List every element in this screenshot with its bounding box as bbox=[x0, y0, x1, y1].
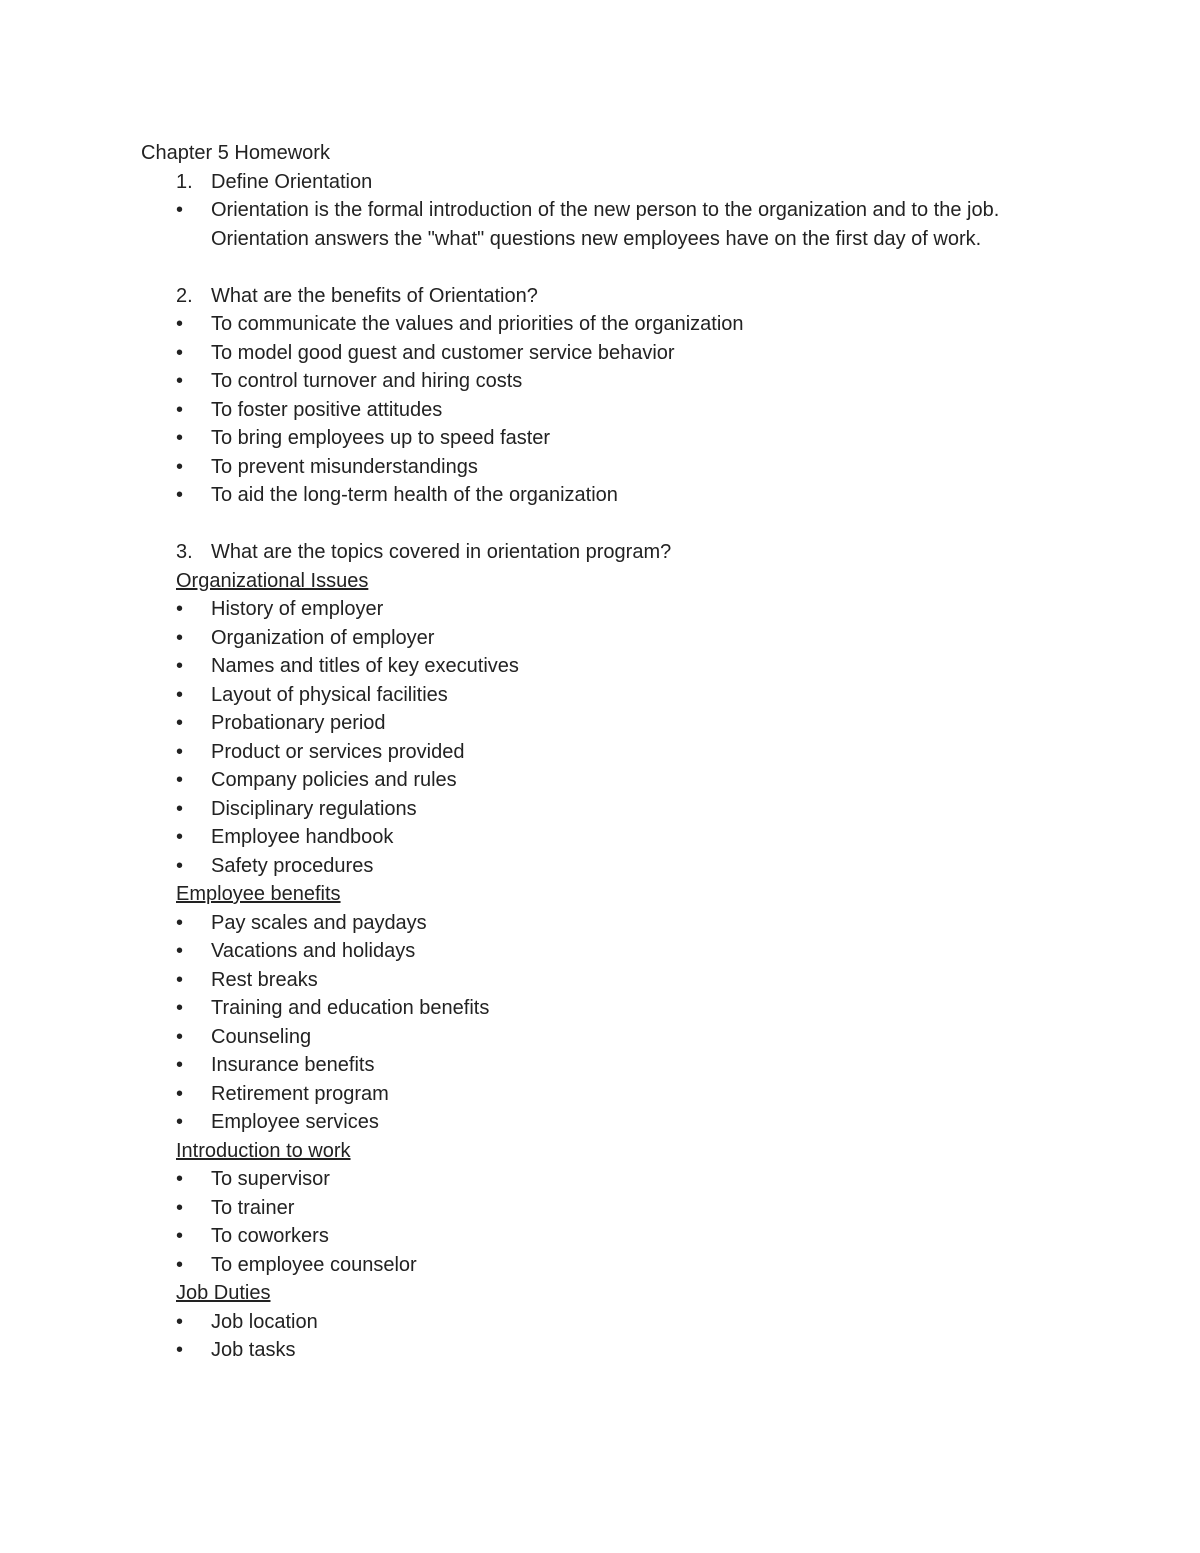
list-item-text: Job location bbox=[211, 1310, 318, 1333]
bullet-icon: • bbox=[176, 626, 184, 649]
bullet-icon: • bbox=[176, 797, 184, 820]
list-item-text: Names and titles of key executives bbox=[211, 655, 519, 677]
bullet-icon: • bbox=[176, 712, 184, 734]
section-heading: Organizational Issues bbox=[176, 569, 369, 592]
bullet-icon: • bbox=[176, 1111, 184, 1133]
paragraph-spacer bbox=[141, 510, 1041, 539]
list-item bbox=[141, 396, 1041, 425]
list-item bbox=[141, 1165, 1041, 1194]
list-item bbox=[141, 909, 1041, 938]
list-item bbox=[141, 681, 1041, 710]
list-item-text: To coworkers bbox=[211, 1225, 329, 1247]
question-number: 2. bbox=[176, 284, 193, 307]
list-item bbox=[141, 1108, 1041, 1137]
list-item-text: Orientation is the formal introduction of the new person to the organization and to the job. Orientation answers the "what" questions new employees have on the first day of work. bbox=[211, 199, 1000, 250]
list-item-text: Training and education benefits bbox=[211, 997, 490, 1019]
bullet-icon: • bbox=[176, 740, 184, 763]
list-item-text: Job tasks bbox=[211, 1339, 296, 1361]
bullet-icon: • bbox=[176, 940, 184, 962]
list-item bbox=[141, 994, 1041, 1023]
bullet-icon: • bbox=[176, 683, 184, 706]
list-item-text: To employee counselor bbox=[211, 1253, 417, 1276]
bullet-icon: • bbox=[176, 1025, 184, 1048]
paragraph-spacer bbox=[141, 253, 1041, 282]
bullet-icon: • bbox=[176, 655, 184, 677]
list-item bbox=[141, 937, 1041, 966]
list-item bbox=[141, 624, 1041, 653]
bullet-icon: • bbox=[176, 826, 184, 848]
bullet-icon: • bbox=[176, 1339, 184, 1361]
list-item bbox=[141, 823, 1041, 852]
list-item bbox=[141, 1336, 1041, 1365]
question-text: Define Orientation bbox=[211, 170, 373, 193]
bullet-icon: • bbox=[176, 1054, 184, 1076]
list-item bbox=[141, 1222, 1041, 1251]
list-item-text: Company policies and rules bbox=[211, 769, 457, 791]
bullet-icon: • bbox=[176, 911, 184, 934]
bullet-icon: • bbox=[176, 370, 184, 392]
list-item-text: To aid the long-term health of the organization bbox=[211, 484, 618, 506]
list-item bbox=[141, 1023, 1041, 1052]
list-item-text: To control turnover and hiring costs bbox=[211, 370, 523, 392]
list-item bbox=[141, 1251, 1041, 1280]
list-item bbox=[141, 852, 1041, 881]
bullet-icon: • bbox=[176, 341, 184, 364]
bullet-icon: • bbox=[176, 854, 184, 877]
bullet-icon: • bbox=[176, 1168, 184, 1190]
bullet-icon: • bbox=[176, 1253, 184, 1276]
bullet-icon: • bbox=[176, 313, 184, 335]
question-text: What are the topics covered in orientation program? bbox=[211, 541, 672, 563]
list-item-text: To trainer bbox=[211, 1196, 295, 1219]
list-item-text: Insurance benefits bbox=[211, 1054, 375, 1076]
bullet-icon: • bbox=[176, 968, 184, 991]
list-item-text: To model good guest and customer service behavior bbox=[211, 341, 675, 364]
list-item bbox=[141, 795, 1041, 824]
question-text: What are the benefits of Orientation? bbox=[211, 284, 538, 307]
section-heading: Introduction to work bbox=[176, 1139, 351, 1162]
question-number: 1. bbox=[176, 170, 193, 193]
list-item-text: Rest breaks bbox=[211, 968, 318, 991]
list-item-text: Retirement program bbox=[211, 1082, 389, 1105]
list-item bbox=[141, 1308, 1041, 1337]
question-3 bbox=[141, 538, 1041, 567]
list-item bbox=[141, 766, 1041, 795]
list-item-text: Employee services bbox=[211, 1111, 379, 1133]
bullet-icon: • bbox=[176, 199, 184, 221]
list-item-text: To foster positive attitudes bbox=[211, 398, 443, 421]
list-item-text: Pay scales and paydays bbox=[211, 911, 427, 934]
question-2 bbox=[141, 282, 1041, 311]
list-item-text: Organization of employer bbox=[211, 626, 435, 649]
bullet-icon: • bbox=[176, 1196, 184, 1219]
bullet-icon: • bbox=[176, 1310, 184, 1333]
list-item bbox=[141, 1051, 1041, 1080]
list-item bbox=[141, 738, 1041, 767]
list-item-text: Employee handbook bbox=[211, 826, 394, 848]
question-number: 3. bbox=[176, 541, 193, 563]
list-item bbox=[141, 196, 1041, 253]
list-item bbox=[141, 310, 1041, 339]
list-item bbox=[141, 453, 1041, 482]
list-item-text: To supervisor bbox=[211, 1168, 330, 1190]
bullet-icon: • bbox=[176, 769, 184, 791]
list-item bbox=[141, 367, 1041, 396]
list-item bbox=[141, 1080, 1041, 1109]
list-item bbox=[141, 595, 1041, 624]
list-item-text: Vacations and holidays bbox=[211, 940, 416, 962]
list-item bbox=[141, 339, 1041, 368]
section-heading: Job Duties bbox=[176, 1282, 271, 1304]
list-item-text: To prevent misunderstandings bbox=[211, 455, 478, 478]
bullet-icon: • bbox=[176, 398, 184, 421]
list-item-text: Layout of physical facilities bbox=[211, 683, 448, 706]
document-title: Chapter 5 Homework bbox=[141, 142, 330, 164]
list-item bbox=[141, 966, 1041, 995]
bullet-icon: • bbox=[176, 997, 184, 1019]
bullet-icon: • bbox=[176, 484, 184, 506]
document-content bbox=[141, 139, 1041, 1365]
list-item bbox=[141, 709, 1041, 738]
list-item-text: Safety procedures bbox=[211, 854, 374, 877]
list-item bbox=[141, 1194, 1041, 1223]
list-item-text: Counseling bbox=[211, 1025, 312, 1048]
list-item bbox=[141, 424, 1041, 453]
list-item-text: To bring employees up to speed faster bbox=[211, 427, 551, 449]
bullet-icon: • bbox=[176, 455, 184, 478]
bullet-icon: • bbox=[176, 1225, 184, 1247]
list-item-text: History of employer bbox=[211, 598, 384, 620]
bullet-icon: • bbox=[176, 598, 184, 620]
bullet-icon: • bbox=[176, 427, 184, 449]
section-heading: Employee benefits bbox=[176, 883, 341, 905]
list-item-text: Probationary period bbox=[211, 712, 386, 734]
list-item bbox=[141, 481, 1041, 510]
bullet-icon: • bbox=[176, 1082, 184, 1105]
list-item-text: Disciplinary regulations bbox=[211, 797, 417, 820]
list-item-text: Product or services provided bbox=[211, 740, 465, 763]
question-1 bbox=[141, 168, 1041, 197]
list-item-text: To communicate the values and priorities of the organization bbox=[211, 313, 744, 335]
list-item bbox=[141, 652, 1041, 681]
